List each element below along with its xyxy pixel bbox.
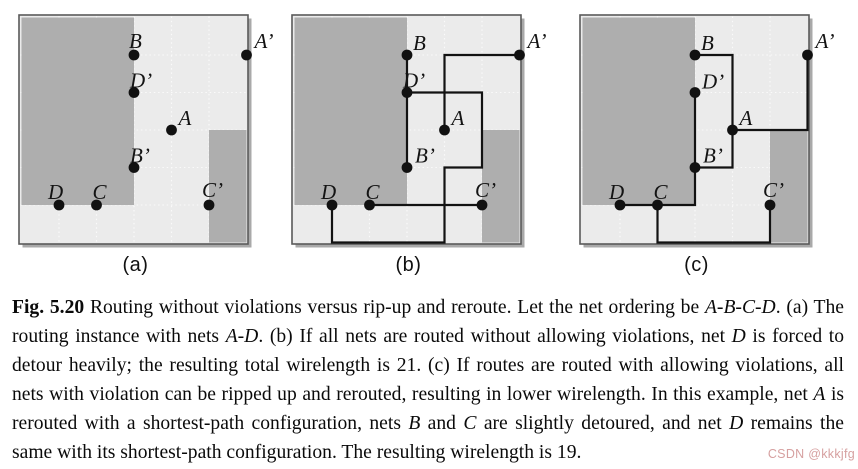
panel-c-label: (c) [684,254,709,276]
pin-label-D: D [609,180,625,204]
pin-A [166,125,177,136]
pin-Dp [690,87,701,98]
pin-label-C: C [653,180,668,204]
caption-segment: D [731,326,746,347]
caption-segment: remains the same with its shortest-path configuration. The resulting wirelength is 19. [12,413,844,463]
pin-A [439,125,450,136]
pin-label-Dp: D’ [403,68,426,93]
watermark: CSDN @kkkjfg [767,447,855,461]
caption-segment: Fig. 5.20 [12,297,85,318]
pin-label-Bp: B’ [130,143,150,168]
pin-Ap [802,50,813,61]
figure-caption-text [12,297,844,463]
caption-segment: A-D [225,326,259,347]
caption-segment: D [729,413,744,434]
pin-label-B: B [413,31,426,55]
figure-caption [12,293,844,467]
caption-segment: is forced to detour heavily; the resulting total wirelength is 21. (c) If routes are routed with allowing violations, all nets with violation can be ripped up and rerouted, resulting in lower wirelength. In this example, net [12,326,845,405]
caption-segment: and [420,413,464,434]
caption-segment: C [463,413,477,434]
pin-label-Ap: A’ [254,29,274,53]
caption-segment: is rerouted with a shortest-path configuration, nets [12,384,845,434]
pin-label-A: A [451,106,465,130]
caption-segment: Routing without violations versus rip-up and reroute. Let the net ordering be [84,297,705,318]
blockage-region [295,18,408,206]
pin-label-Cp: C’ [475,178,496,202]
pin-label-Bp: B’ [703,143,723,168]
caption-segment: . (b) If all nets are routed without allowing violations, net [258,326,732,347]
pin-label-C: C [365,180,380,204]
pin-label-Ap: A’ [527,29,547,53]
panel-a-label: (a) [122,254,149,276]
caption-segment: A-B-C-D [704,297,776,318]
blockage-region [22,18,135,206]
pin-label-Dp: D’ [702,69,725,94]
panel-c [579,14,835,277]
pin-Bp [690,162,701,173]
routing-grid-b [291,14,547,249]
pin-label-C: C [92,180,107,204]
pin-label-Cp: C’ [763,178,784,202]
pin-Ap [241,50,252,61]
pin-Ap [514,50,525,61]
pin-label-Ap: A’ [815,29,835,53]
routing-grid-a [18,14,274,249]
routing-grid-c [579,14,835,249]
pin-Bp [402,162,413,173]
caption-segment: . (a) The routing instance with nets [12,297,844,347]
pin-label-D: D [321,180,337,204]
caption-segment: B [408,413,421,434]
pin-label-Bp: B’ [415,143,435,168]
pin-label-D: D [48,180,64,204]
pin-label-Dp: D’ [130,68,153,93]
caption-segment: are slightly detoured, and net [476,413,730,434]
pin-B [690,50,701,61]
pin-A [727,125,738,136]
blockage-region [583,18,696,206]
pin-label-A: A [739,106,753,130]
pin-B [402,50,413,61]
pin-label-A: A [178,106,192,130]
panel-b [291,14,547,277]
panel-a [18,14,274,277]
pin-label-Cp: C’ [202,178,223,202]
caption-segment: A [813,384,826,405]
panel-b-label: (b) [395,254,422,276]
pin-label-B: B [129,29,142,53]
pin-label-B: B [701,31,714,55]
